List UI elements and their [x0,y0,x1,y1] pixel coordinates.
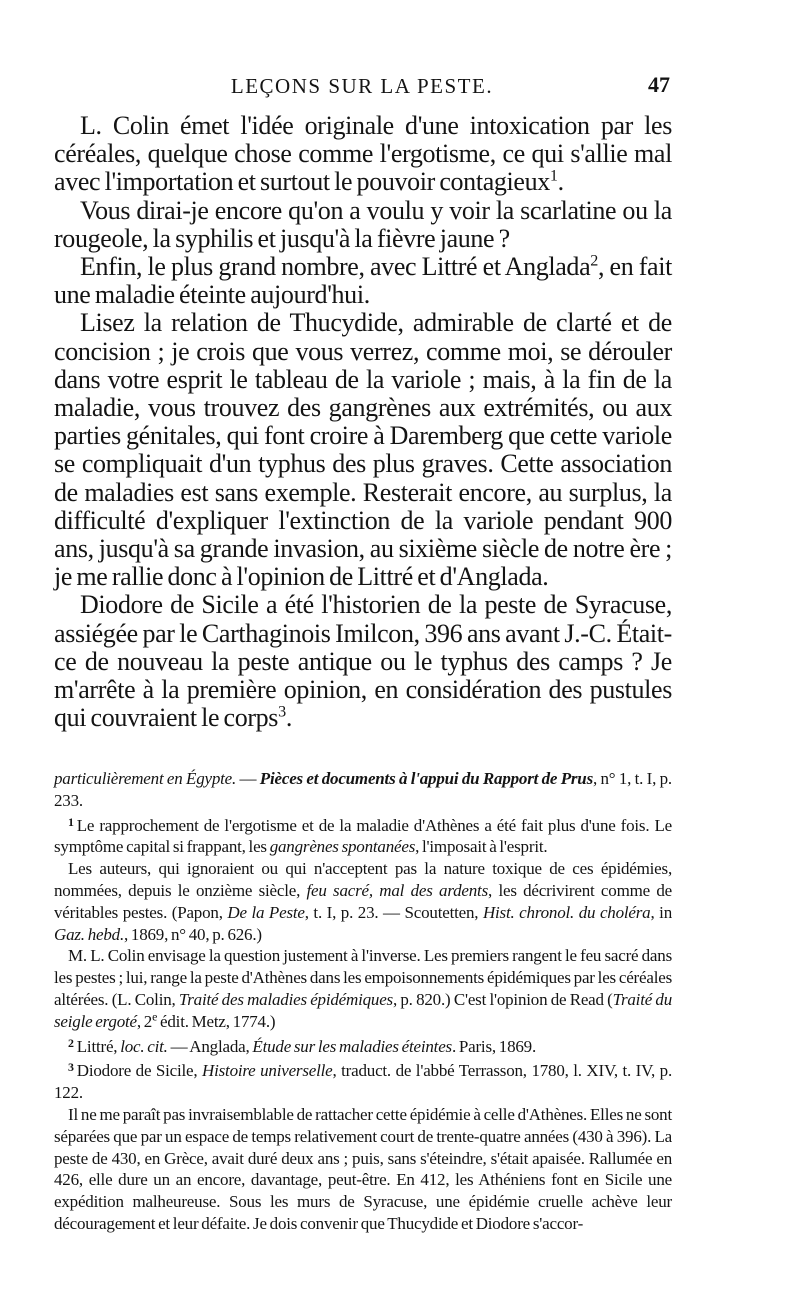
fn1c-italic-1: Traité des maladies épidémiques [178,989,393,1009]
page-number: 47 [648,72,670,97]
paragraph-2: Vous dirai-je encore qu'on a voulu y voir la scarlatine ou la rougeole, la syphilis et jusqu'à la fièvre jaune ? [54,195,672,253]
paragraph-5-end: . [285,703,292,733]
footnote-ref-3: 3 [278,703,286,721]
paragraph-3-end: , en fait une maladie éteinte aujourd'hui. [54,252,672,310]
footnote-2-number: 2 [68,1035,74,1050]
footnote-3 [54,1057,672,1104]
footnote-2 [54,1033,672,1058]
footnote-ref-2: 2 [590,252,598,270]
main-text [54,112,672,732]
footnote-1-paragraph-b [54,858,672,945]
footnote-ref-1: 1 [549,167,558,185]
footnote-1-number: 1 [68,814,74,829]
footnotes [54,768,672,1235]
paragraph-1 [54,112,672,197]
fn1c-superscript: e [152,1009,158,1024]
fn2-text-2: — Anglada, [167,1036,253,1056]
paragraph-3 [54,253,672,309]
fn2-text-3: . Paris, 1869. [451,1036,537,1056]
fn1b-italic-3: Hist. chronol. du choléra [482,902,651,922]
fn1c-text-1: M. L. Colin envisage la question justement à l'inverse. Les premiers rangent le feu sacré dans les pestes ; lui, range la peste d'Athènes dans les empoisonnements épidémiques par les céréales altérées. (L. Colin, [54,946,672,1009]
footnote-1-end: , l'imposait à l'esprit. [415,837,548,857]
continuation-tail: , n° 1, t. I, p. 233. [54,769,672,810]
footnote-continuation [54,768,672,812]
fn2-text-1: Littré, [76,1036,121,1056]
fn1c-text-3: , 2 [136,1011,153,1031]
continuation-italic: particulièrement en Égypte. [54,769,237,788]
fn1c-text-2: , p. 820.) C'est l'opinion de Read ( [392,989,613,1009]
continuation-bold-title: Pièces et documents à l'appui du Rapport de Prus [259,769,593,788]
paragraph-5-text: Diodore de Sicile a été l'historien de la peste de Syracuse, assiégée par le Carthaginois Imilcon, 396 ans avant J.-C. Était-ce de nouveau la peste antique ou le typhus des camps ? Je m'arrête à la première opinion, en considération des pustules qui couvraient le corps [54,590,672,733]
footnote-1-paragraph-c [54,945,672,1032]
fn1c-text-4: édit. Metz, 1774.) [157,1011,276,1031]
footnote-1-text: Le rapprochement de l'ergotisme et de la maladie d'Athènes a été fait plus d'une fois. Le symptôme capital si frappant, les [54,815,672,857]
footnote-1-italic: gangrènes spontanées [269,837,416,857]
page-header [54,72,670,106]
fn3-text-1: Diodore de Sicile, [76,1061,203,1081]
paragraph-3-text: Enfin, le plus grand nombre, avec Littré et Anglada [80,252,591,282]
fn1b-text-3: , t. I, p. 23. — Scoutetten, [304,902,483,922]
fn2-italic-1: loc. cit. [120,1036,168,1056]
fn1b-text-5: , 1869, n° 40, p. 626.) [124,924,262,944]
continuation-dash: — [236,769,260,788]
footnote-3-paragraph-b: Il ne me paraît pas invraisemblable de rattacher cette épidémie à celle d'Athènes. Elles ne sont séparées que par un espace de temps relativement court de trente-quatre années (430 à 396). La peste de 430, en Grèce, avait duré deux ans ; puis, sans s'éteindre, s'était apaisée. Rallumée en 426, elle dure un an encore, davantage, peut-être. En 412, les Athéniens font en Sicile une expédition malheureuse. Sous les murs de Syracuse, une épidémie cruelle achève leur découragement et leur défaite. Je dois convenir que Thucydide et Diodore s'accor- [54,1104,672,1233]
footnote-1 [54,812,672,859]
fn2-italic-2: Étude sur les maladies éteintes [252,1036,452,1056]
fn1b-italic-2: De la Peste [227,902,305,922]
fn3-text-2: , traduct. de l'abbé Terrasson, 1780, l. XIV, t. IV, p. 122. [54,1061,672,1103]
fn1b-text-2: , les décrivirent comme de véritables pestes. (Papon, [54,880,672,922]
paragraph-4: Lisez la relation de Thucydide, admirable de clarté et de concision ; je crois que vous verrez, comme moi, se dérouler dans votre esprit le tableau de la variole ; mais, à la fin de la maladie, vous trouvez des gangrènes aux extrémités, ou aux parties génitales, qui font croire à Daremberg que cette variole se compliquait d'un typhus des plus graves. Cette association de maladies est sans exemple. Resterait encore, au surplus, la difficulté d'expliquer l'extinction de la variole pendant 900 ans, jusqu'à sa grande invasion, au sixième siècle de notre ère ; je me rallie donc à l'opinion de Littré et d'Anglada. [54,308,672,592]
fn1b-text-1: Les auteurs, qui ignoraient ou qui n'acceptent pas la nature toxique de ces épidémies, nommées, depuis le onzième siècle, [54,859,672,900]
paragraph-1-end: . [557,167,564,197]
fn3-italic-1: Histoire universelle [202,1061,333,1081]
running-title: LEÇONS SUR LA PESTE. [230,74,494,98]
fn1b-text-4: , in [650,902,672,922]
paragraph-5 [54,591,672,732]
paragraph-1-text: L. Colin émet l'idée originale d'une intoxication par les céréales, quelque chose comme l'ergotisme, ce qui s'allie mal avec l'importation et surtout le pouvoir contagieux [54,111,672,197]
fn1c-italic-2: Traité du seigle ergoté [54,989,673,1031]
fn1b-italic-4: Gaz. hebd. [54,924,124,944]
footnote-3-number: 3 [68,1060,74,1075]
fn1b-italic-1: feu sacré, mal des ardents [306,880,489,900]
